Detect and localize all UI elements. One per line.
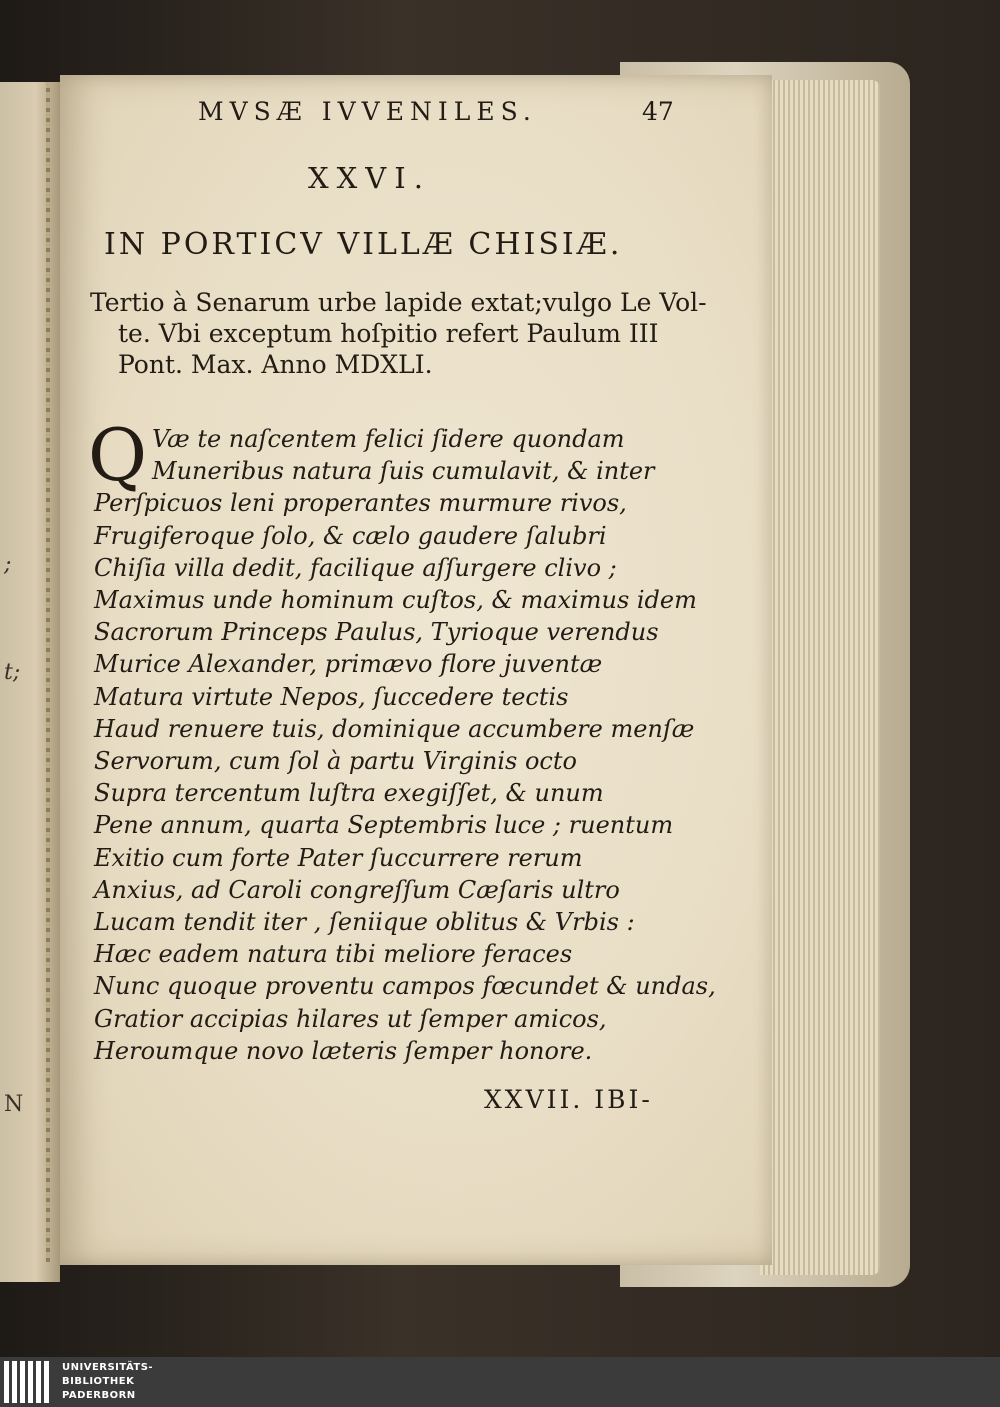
poem-title: IN PORTICV VILLÆ CHISIÆ. <box>104 227 623 262</box>
verse-line: Muneribus natura ſuis cumulavit, & inter <box>152 457 655 486</box>
argument-line: te. Vbi exceptum hoſpitio refert Paulum III <box>118 319 659 348</box>
verse-line: Exitio cum forte Pater ſuccurrere rerum <box>94 843 583 872</box>
verse-line: Hæc eadem natura tibi meliore feraces <box>94 940 573 969</box>
verse-line: Gratior accipias hilares ut ſemper amicos, <box>94 1004 607 1033</box>
library-name-line: UNIVERSITÄTS- <box>62 1362 154 1373</box>
verse-line: Nunc quoque proventu campos fœcundet & undas, <box>94 972 716 1001</box>
verse-line: Maximus unde hominum cuſtos, & maximus idem <box>94 586 697 615</box>
poem-number: XXVI. <box>308 161 431 195</box>
verse-line: Haud renuere tuis, dominique accumbere menſæ <box>94 714 695 743</box>
catchword: XXVII. IBI- <box>484 1085 653 1114</box>
argument-line: Tertio à Senarum urbe lapide extat;vulgo Le Vol- <box>90 288 707 317</box>
library-name <box>62 1361 153 1403</box>
library-name-line: BIBLIOTHEK <box>62 1376 135 1387</box>
running-head: MVSÆ IVVENILES. <box>198 97 537 126</box>
left-page-fragment: t; <box>4 660 21 685</box>
verse-line: Sacrorum Princeps Paulus, Tyrioque verendus <box>94 618 659 647</box>
right-page <box>60 75 772 1265</box>
verse-line: Murice Alexander, primævo flore juventæ <box>94 650 603 679</box>
verse-line: Lucam tendit iter , ſeniique oblitus & Vrbis : <box>94 908 635 937</box>
poem-argument <box>90 287 707 380</box>
library-logo-icon <box>4 1361 50 1403</box>
verse-line: Heroumque novo læteris ſemper honore. <box>94 1036 593 1065</box>
left-page <box>0 82 60 1282</box>
drop-cap: Q <box>88 413 148 497</box>
page-edges <box>760 80 880 1275</box>
binding-thread <box>46 82 50 1262</box>
verse-line: Supra tercentum luſtra exegiſſet, & unum <box>94 779 604 808</box>
page-number: 47 <box>642 97 674 126</box>
verse-line: Matura virtute Nepos, ſuccedere tectis <box>94 682 569 711</box>
library-name-line: PADERBORN <box>62 1390 136 1401</box>
verse-line: Chiſia villa dedit, facilique aſſurgere clivo ; <box>94 553 617 582</box>
library-banner <box>0 1357 1000 1407</box>
verse-line: Frugiferoque ſolo, & cælo gaudere ſalubri <box>94 521 607 550</box>
verse-line: Væ te naſcentem felici ſidere quondam <box>152 425 625 453</box>
verse-line: Anxius, ad Caroli congreſſum Cæſaris ultro <box>94 875 620 904</box>
left-page-fragment: ; <box>4 552 12 577</box>
verse-block <box>94 423 716 1067</box>
argument-line: Pont. Max. Anno MDXLI. <box>118 350 433 379</box>
left-page-fragment: N <box>4 1092 24 1117</box>
verse-line: Pene annum, quarta Septembris luce ; ruentum <box>94 811 674 840</box>
verse-line: Perſpicuos leni properantes murmure rivos, <box>94 489 627 518</box>
verse-line: Servorum, cum ſol à partu Virginis octo <box>94 747 577 776</box>
